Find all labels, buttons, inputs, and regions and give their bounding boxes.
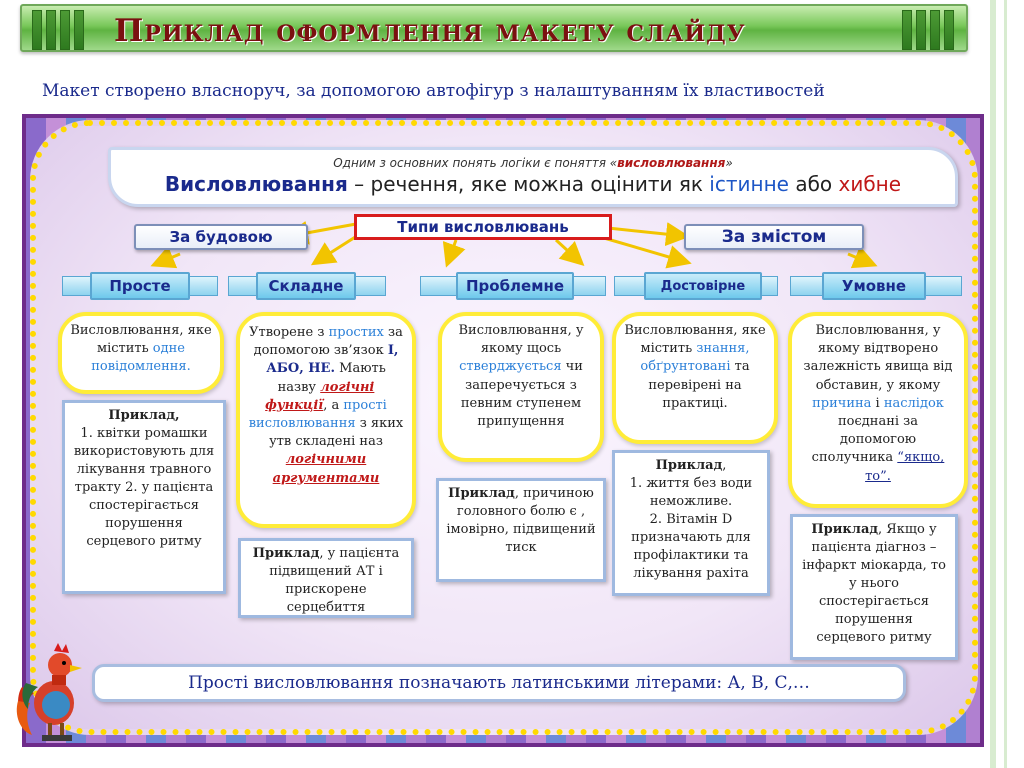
definition-intro: Одним з основних понять логіки є поняття «висловлювання»: [333, 156, 733, 170]
simple-description: Висловлювання, яке містить одне повідомлення.: [58, 312, 224, 394]
category-problem: Проблемне: [456, 272, 574, 300]
conditional-example: Приклад, Якщо у пацієнта діагноз – інфаркт міокарда, то у нього спостерігається порушення серцевого ритму: [790, 514, 958, 660]
conditional-description: Висловлювання, у якому відтворено залежність явища від обставин, у якому причина і наслідок поєднані за допомогою сполучника “якщо, то”.: [788, 312, 968, 508]
problem-description: Висловлювання, у якому щось стверджується чи заперечується з певним ступенем припущення: [438, 312, 604, 462]
simple-example: Приклад, 1. квітки ромашки використовують для лікування травного тракту 2. у пацієнта спостерігається порушення серцевого ритму: [62, 400, 226, 594]
category-reliable: Достовірне: [644, 272, 762, 300]
by-structure-label: За будовою: [134, 224, 308, 250]
complex-example: Приклад, у пацієнта підвищений АТ і прискорене серцебиття: [238, 538, 414, 618]
reliable-description: Висловлювання, яке містить знання, обґрунтовані та перевірені на практиці.: [612, 312, 778, 444]
category-simple: Просте: [90, 272, 190, 300]
summary-bar: Прості висловлювання позначають латинськими літерами: А, В, С,…: [92, 664, 906, 702]
slide-title: Приклад оформлення макету слайду: [114, 13, 746, 49]
definition-text: Висловлювання – речення, яке можна оцінити як істинне або хибне: [164, 172, 902, 196]
definition-box: [108, 147, 958, 207]
slide-subtitle: Макет створено власноруч, за допомогою автофігур з налаштуванням їх властивостей: [42, 81, 825, 101]
types-label: Типи висловлювань: [354, 214, 612, 240]
complex-description: Утворене з простих за допомогою зв’язок І, АБО, НЕ. Мають назву логічні функції, а прості висловлювання з яких утв складені наз логічними аргументами: [236, 312, 416, 528]
category-complex: Складне: [256, 272, 356, 300]
reliable-example: Приклад, 1. життя без води неможливе. 2. Вітамін D призначають для профілактики та лікування рахіта: [612, 450, 770, 596]
by-content-label: За змістом: [684, 224, 864, 250]
category-conditional: Умовне: [822, 272, 926, 300]
problem-example: Приклад, причиною головного болю є , імовірно, підвищений тиск: [436, 478, 606, 582]
rooster-icon: [14, 625, 90, 743]
